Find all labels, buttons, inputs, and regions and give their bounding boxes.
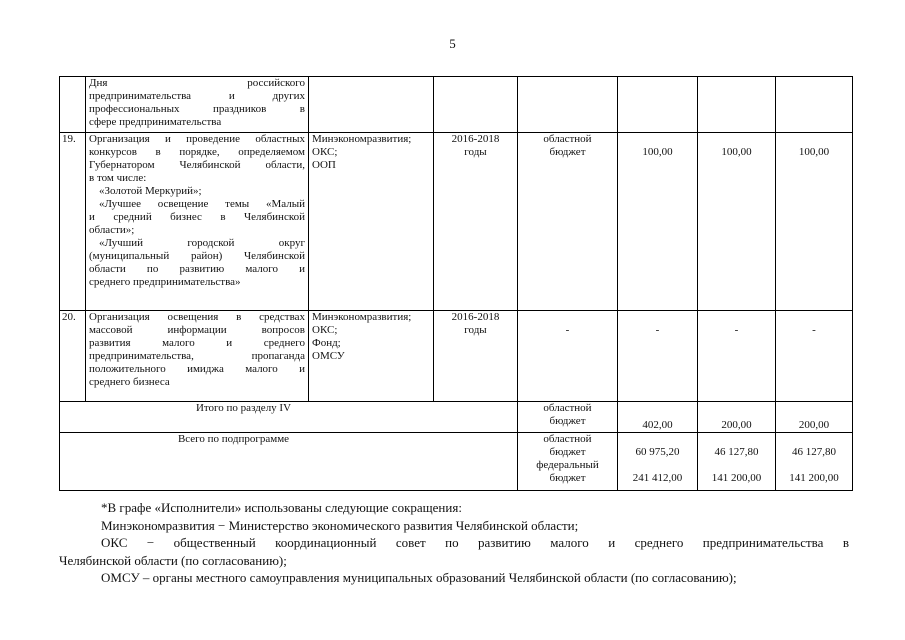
continuation-description: Дня российского предпринимательства и других профессиональных праздников в сфере предпринимательства (86, 77, 309, 133)
row-19-value-2017: 100,00 (721, 146, 752, 158)
table-row-20 (60, 311, 853, 402)
note-omsu: ОМСУ – органы местного самоуправления муниципальных образований Челябинской области (по согласованию); (101, 570, 737, 585)
total-section-4-label: Итого по разделу IV (60, 402, 518, 433)
total-section-4-2016: 402,00 (642, 419, 673, 431)
row-19-source: областной бюджет (518, 133, 618, 311)
row-20-period: 2016-2018 годы (434, 311, 518, 402)
row-19-description: Организация и проведение областных конкурсов в порядке, определяемом Губернатором Челябинской области, в том числе: «Золотой Меркурий»; «Лучшее освещение темы «Малый и средний бизнес в Челябинской области»; «Лучший городской округ (муниципальный район) Челябинской области по развитию малого и среднего предпринимательства» (86, 133, 309, 311)
row-19-executors: Минэкономразвития; ОКС; ООП (309, 133, 434, 311)
row-20-executors: Минэкономразвития; ОКС; Фонд; ОМСУ (309, 311, 434, 402)
total-subprogram-source: областной бюджет федеральный бюджет (518, 433, 618, 491)
row-19-value-2018: 100,00 (798, 146, 830, 158)
note-oks-line2: Челябинской области (по согласованию); (59, 552, 287, 568)
note-minekonomrazvitiya: Минэкономразвития − Министерство экономического развития Челябинской области; (101, 517, 579, 533)
abbreviations-notes (59, 499, 849, 587)
row-20-value-2018: - (812, 324, 816, 336)
notes-heading: *В графе «Исполнители» использованы следующие сокращения: (101, 500, 462, 515)
total-subprogram-label: Всего по подпрограмме (60, 433, 518, 491)
total-section-4-2017: 200,00 (721, 419, 752, 431)
total-regional-2017: 46 127,80 (714, 446, 759, 458)
row-19-value-2016: 100,00 (642, 146, 673, 158)
total-federal-2016: 241 412,00 (632, 472, 683, 484)
row-number: 20. (60, 311, 86, 402)
subprogram-table (59, 76, 853, 491)
table-row-total-section-4 (60, 402, 853, 433)
total-regional-2018: 46 127,80 (792, 446, 836, 458)
table-row-total-subprogram (60, 433, 853, 491)
total-section-4-source: областной бюджет (518, 402, 618, 433)
table-row-19 (60, 133, 853, 311)
row-20-description: Организация освещения в средствах массовой информации вопросов развития малого и среднего предпринимательства, пропаганда положительного имиджа малого и среднего бизнеса (86, 311, 309, 402)
total-federal-2018: 141 200,00 (789, 472, 839, 484)
row-number: 19. (60, 133, 86, 311)
row-20-value-2017: - (734, 324, 739, 336)
note-oks-line1: ОКС − общественный координационный совет по развитию малого и среднего предпринимательства в (101, 535, 849, 550)
row-20-value-2016: - (655, 324, 660, 336)
total-federal-2017: 141 200,00 (711, 472, 762, 484)
table-row-continuation (60, 77, 853, 133)
page-number: 5 (449, 36, 456, 51)
row-20-source-dash: - (565, 324, 570, 336)
row-19-period: 2016-2018 годы (434, 133, 518, 311)
total-section-4-2018: 200,00 (798, 419, 830, 431)
total-regional-2016: 60 975,20 (635, 446, 680, 458)
